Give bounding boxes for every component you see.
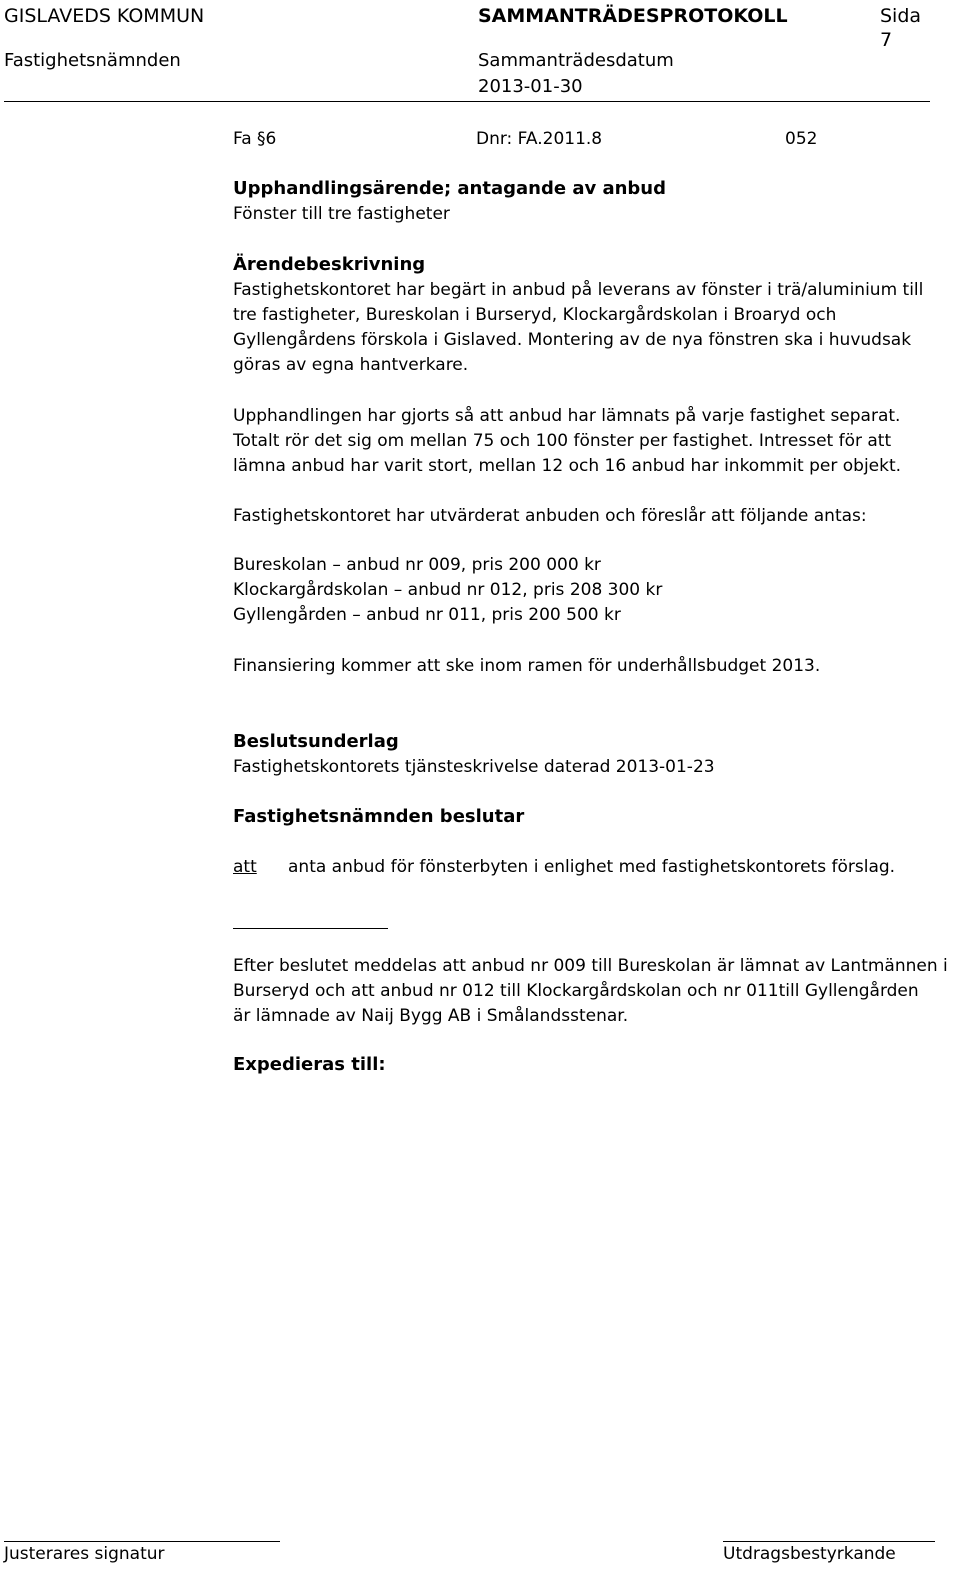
footer-certification-label: Utdragsbestyrkande: [723, 1544, 896, 1564]
text-line: Fastighetskontoret har begärt in anbud på leverans av fönster i trä/aluminium till: [233, 280, 924, 300]
bid-item: Bureskolan – anbud nr 009, pris 200 000 kr: [233, 555, 601, 575]
decision-heading: Fastighetsnämnden beslutar: [233, 806, 525, 827]
case-subtitle: Fönster till tre fastigheter: [233, 204, 450, 224]
municipality-name: GISLAVEDS KOMMUN: [4, 5, 205, 27]
decision-text: anta anbud för fönsterbyten i enlighet med fastighetskontorets förslag.: [288, 857, 896, 877]
text-line: göras av egna hantverkare.: [233, 355, 469, 375]
description-paragraph-2: [233, 404, 958, 479]
case-code: 052: [785, 129, 818, 149]
footer-signature-label: Justerares signatur: [4, 1544, 165, 1564]
case-title: Upphandlingsärende; antagande av anbud: [233, 178, 667, 199]
description-heading: Ärendebeskrivning: [233, 254, 426, 275]
certification-line: [723, 1541, 935, 1542]
meeting-date-label: Sammanträdesdatum: [478, 50, 674, 71]
financing-text: Finansiering kommer att ske inom ramen för underhållsbudget 2013.: [233, 656, 821, 676]
header-divider: [4, 101, 930, 102]
signature-line: [4, 1541, 280, 1542]
after-decision-paragraph: [233, 954, 958, 1029]
text-line: tre fastigheter, Bureskolan i Burseryd, Klockargårdskolan i Broaryd och: [233, 305, 837, 325]
paragraph-number: Fa §6: [233, 129, 277, 149]
board-name: Fastighetsnämnden: [4, 50, 181, 71]
distribution-heading: Expedieras till:: [233, 1054, 386, 1075]
document-type: SAMMANTRÄDESPROTOKOLL: [478, 5, 788, 27]
basis-text: Fastighetskontorets tjänsteskrivelse daterad 2013-01-23: [233, 757, 715, 777]
text-line: Efter beslutet meddelas att anbud nr 009 till Bureskolan är lämnat av Lantmännen i: [233, 956, 948, 976]
page-number: 7: [880, 29, 893, 51]
text-line: är lämnade av Naij Bygg AB i Smålandsstenar.: [233, 1006, 629, 1026]
text-line: Gyllengårdens förskola i Gislaved. Montering av de nya fönstren ska i huvudsak: [233, 330, 912, 350]
bid-item: Gyllengården – anbud nr 011, pris 200 500 kr: [233, 605, 621, 625]
text-line: Totalt rör det sig om mellan 75 och 100 fönster per fastighet. Intresset för att: [233, 431, 892, 451]
bid-list: [233, 553, 958, 628]
decision-att: att: [233, 857, 257, 877]
meeting-date: 2013-01-30: [478, 76, 583, 97]
bid-item: Klockargårdskolan – anbud nr 012, pris 208 300 kr: [233, 580, 663, 600]
description-paragraph-1: [233, 278, 958, 378]
text-line: Upphandlingen har gjorts så att anbud har lämnats på varje fastighet separat.: [233, 406, 901, 426]
text-line: Burseryd och att anbud nr 012 till Klockargårdskolan och nr 011till Gyllengården: [233, 981, 919, 1001]
proposal-text: Fastighetskontoret har utvärderat anbuden och föreslår att följande antas:: [233, 506, 867, 526]
section-divider: [233, 928, 388, 929]
basis-heading: Beslutsunderlag: [233, 731, 399, 752]
page-label: Sida: [880, 5, 922, 27]
diary-number: Dnr: FA.2011.8: [476, 129, 603, 149]
text-line: lämna anbud har varit stort, mellan 12 och 16 anbud har inkommit per objekt.: [233, 456, 902, 476]
